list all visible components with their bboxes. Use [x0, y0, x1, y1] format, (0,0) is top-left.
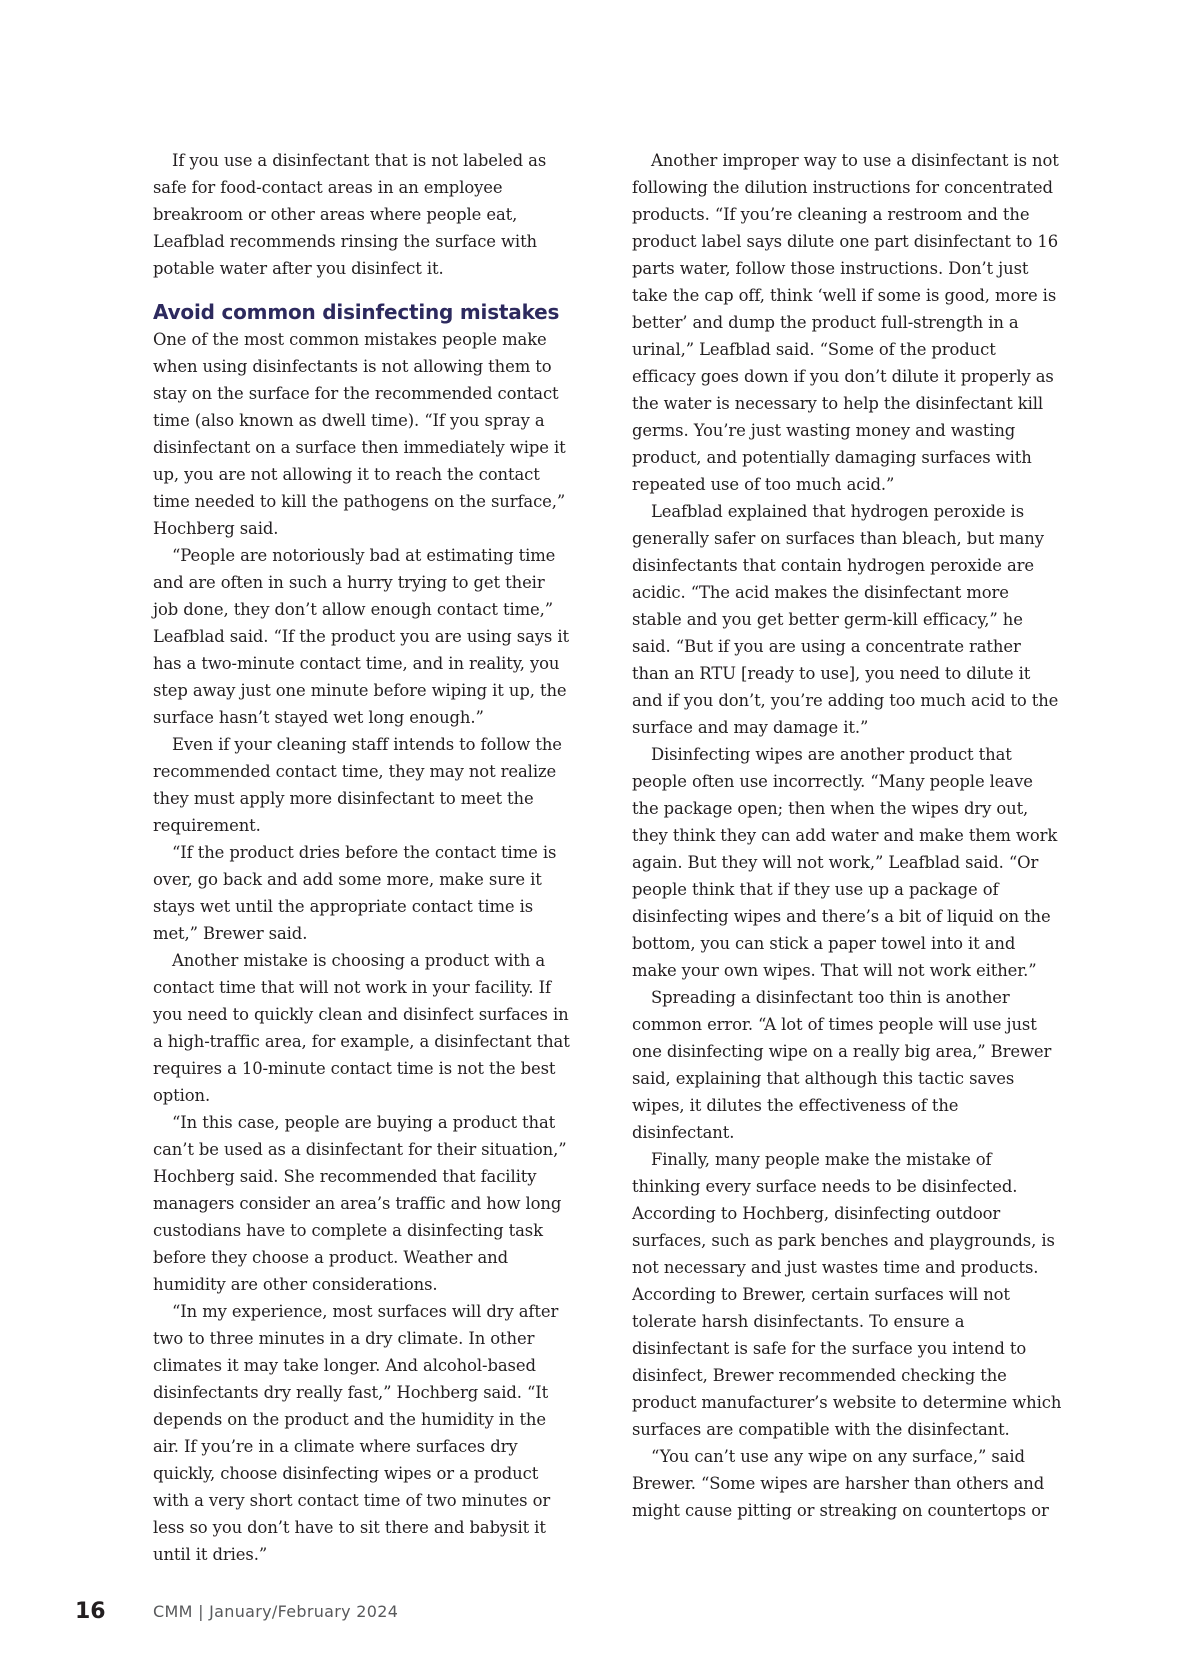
section-subhead: Avoid common disinfecting mistakes: [153, 300, 560, 324]
page-number: 16: [75, 1598, 106, 1624]
body-paragraph: One of the most common mistakes people make when using disinfectants is not allowing them to stay on the surface for the recommended contact time (also known as dwell time). “If you spray a disinfectant on a surface then immediately wipe it up, you are not allowing it to reach the contact time needed to kill the pathogens on the surface,” Hochberg said.: [153, 330, 566, 538]
body-paragraph: Even if your cleaning staff intends to follow the recommended contact time, they may not realize they must apply more disinfectant to meet the requirement.: [153, 735, 562, 835]
body-paragraph: Disinfecting wipes are another product that people often use incorrectly. “Many people leave the package open; then when the wipes dry out, they think they can add water and make them work again. But they will not work,” Leafblad said. “Or people think that if they use up a package of disinfecting wipes and there’s a bit of liquid on the bottom, you can stick a paper towel into it and make your own wipes. That will not work either.”: [632, 745, 1058, 980]
body-paragraph: “If the product dries before the contact time is over, go back and add some more, make sure it stays wet until the appropriate contact time is met,” Brewer said.: [153, 843, 557, 943]
left-column: [153, 147, 573, 1568]
body-paragraph: “You can’t use any wipe on any surface,” said Brewer. “Some wipes are harsher than others and might cause pitting or streaking on countertops or: [632, 1447, 1049, 1520]
body-paragraph: Spreading a disinfectant too thin is another common error. “A lot of times people will use just one disinfecting wipe on a really big area,” Brewer said, explaining that although this tactic saves wipes, it dilutes the effectiveness of the disinfectant.: [632, 988, 1052, 1142]
body-paragraph: “People are notoriously bad at estimating time and are often in such a hurry trying to get their job done, they don’t allow enough contact time,” Leafblad said. “If the product you are using says it has a two-minute contact time, and in reality, you step away just one minute before wiping it up, the surface hasn’t stayed wet long enough.”: [153, 546, 569, 727]
body-paragraph: Another mistake is choosing a product with a contact time that will not work in your facility. If you need to quickly clean and disinfect surfaces in a high-traffic area, for example, a disinfectant that requires a 10-minute contact time is not the best option.: [153, 951, 570, 1105]
intro-paragraph: If you use a disinfectant that is not labeled as safe for food-contact areas in an employee breakroom or other areas where people eat, Leafblad recommends rinsing the surface with potable water after you disinfect it.: [153, 151, 547, 278]
body-paragraph: Leafblad explained that hydrogen peroxide is generally safer on surfaces than bleach, but many disinfectants that contain hydrogen peroxide are acidic. “The acid makes the disinfectant more stable and you get better germ-kill efficacy,” he said. “But if you are using a concentrate rather than an RTU [ready to use], you need to dilute it and if you don’t, you’re adding too much acid to the surface and may damage it.”: [632, 502, 1059, 737]
body-paragraph: Finally, many people make the mistake of thinking every surface needs to be disinfected. According to Hochberg, disinfecting outdoor surfaces, such as park benches and playgrounds, is not necessary and just wastes time and products. According to Brewer, certain surfaces will not tolerate harsh disinfectants. To ensure a disinfectant is safe for the surface you intend to disinfect, Brewer recommended checking the product manufacturer’s website to determine which surfaces are compatible with the disinfectant.: [632, 1150, 1062, 1439]
publication-line: CMM | January/February 2024: [153, 1601, 399, 1621]
right-column: [632, 147, 1062, 1524]
body-paragraph: “In my experience, most surfaces will dry after two to three minutes in a dry climate. In other climates it may take longer. And alcohol-based disinfectants dry really fast,” Hochberg said. “It depends on the product and the humidity in the air. If you’re in a climate where surfaces dry quickly, choose disinfecting wipes or a product with a very short contact time of two minutes or less so you don’t have to sit there and babysit it until it dries.”: [153, 1302, 559, 1564]
body-paragraph: Another improper way to use a disinfectant is not following the dilution instructions for concentrated products. “If you’re cleaning a restroom and the product label says dilute one part disinfectant to 16 parts water, follow those instructions. Don’t just take the cap off, think ‘well if some is good, more is better’ and dump the product full-strength in a urinal,” Leafblad said. “Some of the product efficacy goes down if you don’t dilute it properly as the water is necessary to help the disinfectant kill germs. You’re just wasting money and wasting product, and potentially damaging surfaces with repeated use of too much acid.”: [632, 151, 1059, 494]
body-paragraph: “In this case, people are buying a product that can’t be used as a disinfectant for their situation,” Hochberg said. She recommended that facility managers consider an area’s traffic and how long custodians have to complete a disinfecting task before they choose a product. Weather and humidity are other considerations.: [153, 1113, 567, 1294]
page-footer: [75, 1597, 398, 1625]
